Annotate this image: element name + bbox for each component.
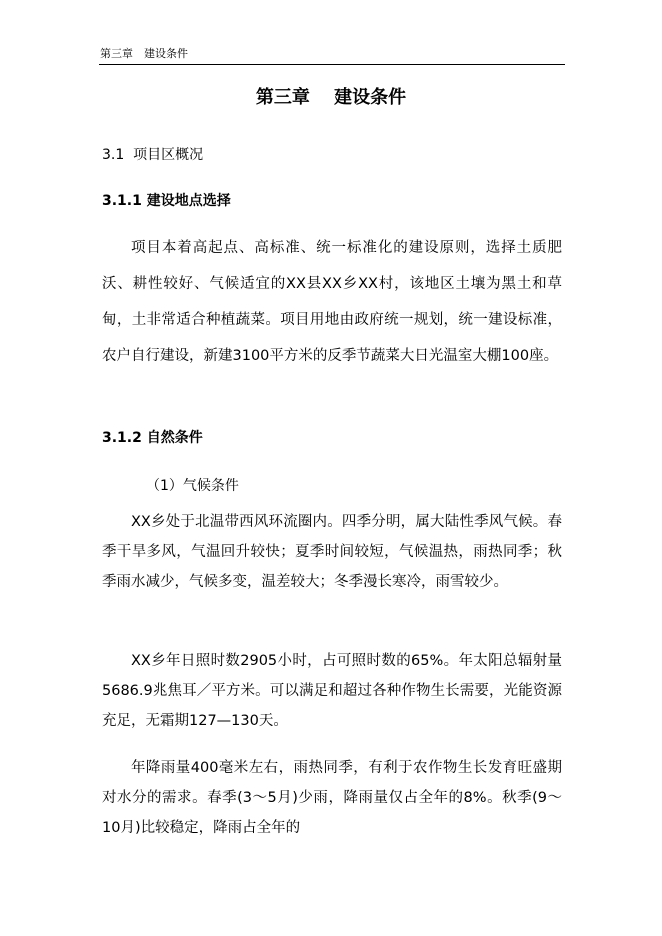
paragraph-climate-overview: XX乡处于北温带西风环流圈内。四季分明，属大陆性季风气候。春季干旱多风，气温回升较快；夏季时间较短，气候温热，雨热同季；秋季雨水减少，气候多变，温差较大；冬季漫长寒冷，雨雪较少。	[102, 514, 562, 590]
paragraph-rainfall: 年降雨量400毫米左右，雨热同季，有利于农作物生长发育旺盛期对水分的需求。春季(3～5月)少雨，降雨量仅占全年的8%。秋季(9～10月)比较稳定，降雨占全年的	[102, 760, 562, 836]
paragraph-site-selection: 项目本着高起点、高标准、统一标准化的建设原则，选择土质肥沃、耕性较好、气候适宜的XX县XX乡XX村，该地区土壤为黑土和草甸，土非常适合种植蔬菜。项目用地由政府统一规划，统一建设标准，农户自行建设，新建3100平方米的反季节蔬菜大日光温室大棚100座。	[102, 240, 562, 364]
subsection-heading-site-selection: 3.1.1 建设地点选择	[102, 193, 231, 209]
running-header: 第三章 建设条件	[100, 47, 188, 60]
header-rule	[99, 64, 565, 65]
item-heading-climate: （1）气候条件	[146, 478, 239, 494]
chapter-title: 第三章 建设条件	[255, 87, 407, 108]
section-heading: 3.1 项目区概况	[102, 147, 204, 163]
subsection-heading-natural-conditions: 3.1.2 自然条件	[102, 430, 203, 446]
paragraph-sunshine: XX乡年日照时数2905小时，占可照时数的65%。年太阳总辐射量5686.9兆焦耳／平方米。可以满足和超过各种作物生长需要，光能资源充足，无霜期127—130天。	[102, 653, 562, 729]
